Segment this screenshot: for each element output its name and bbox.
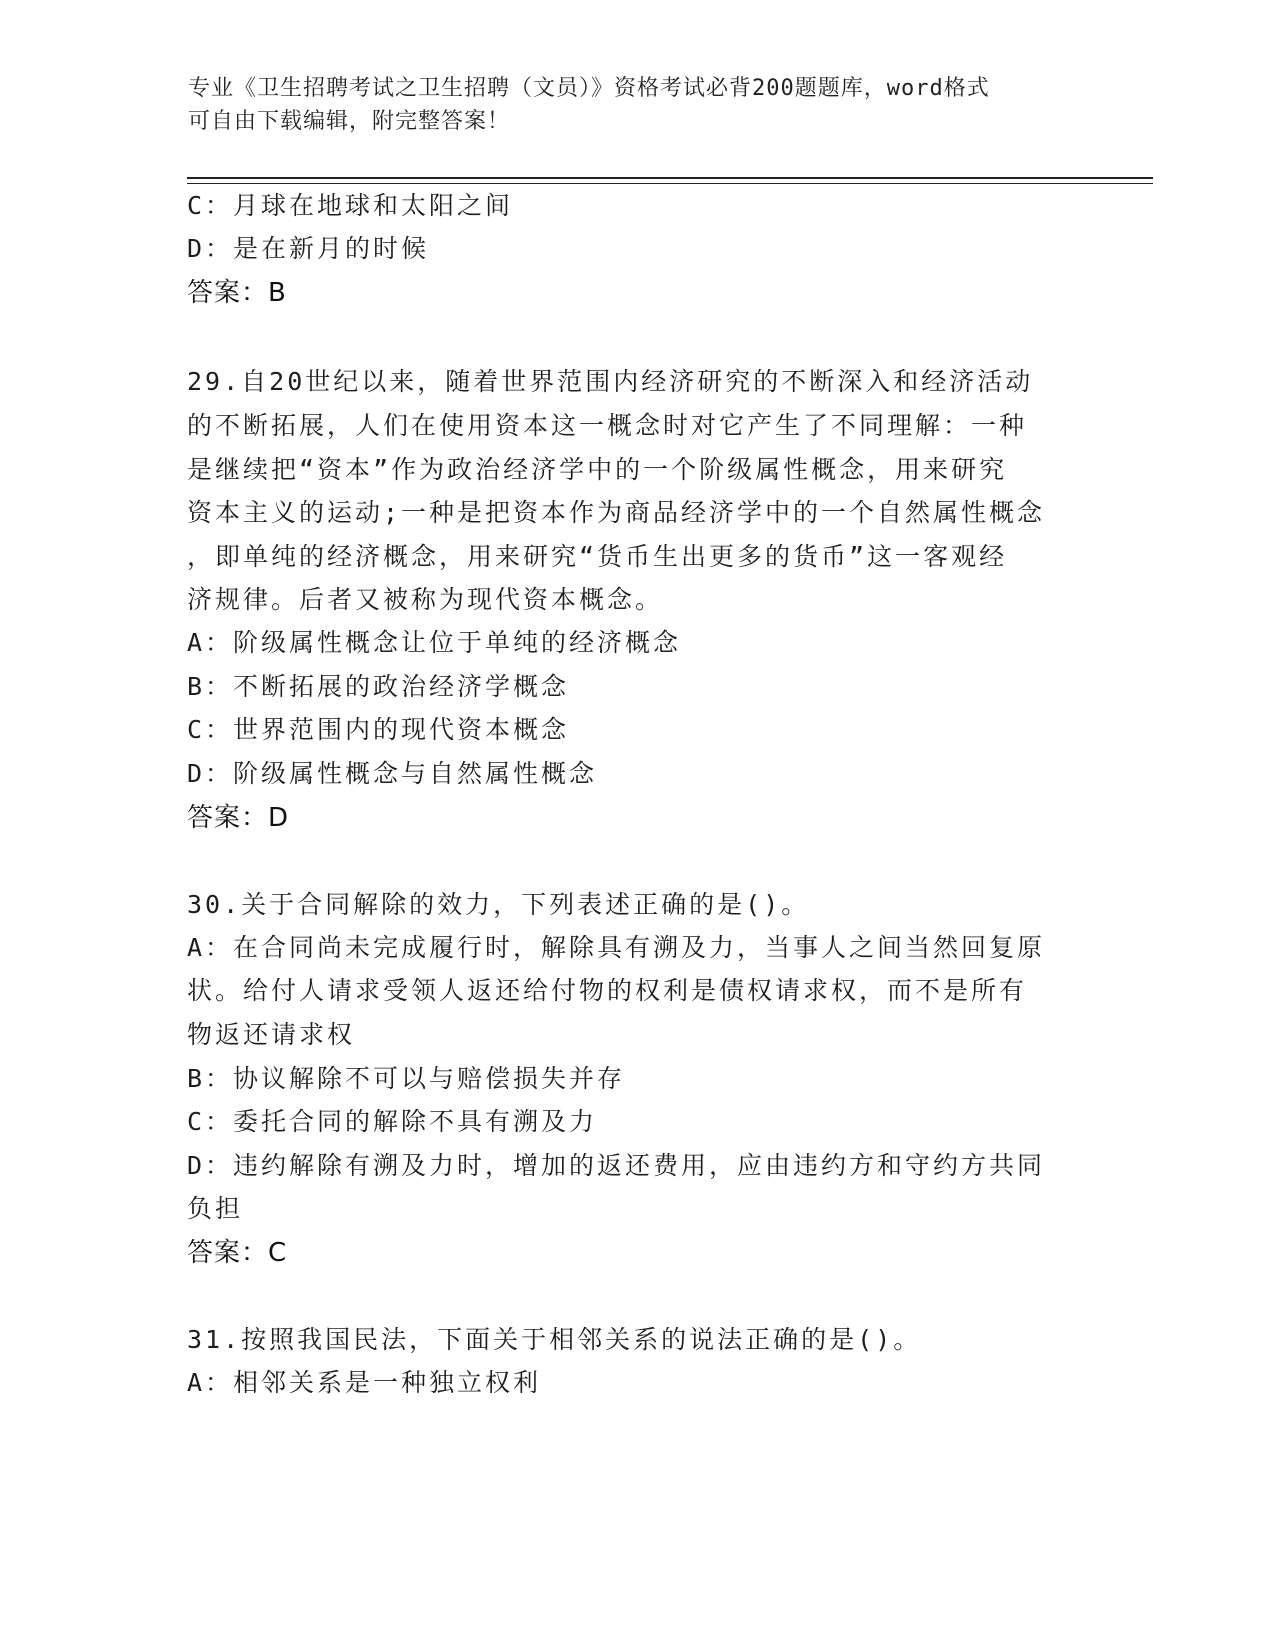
q30-stem: 30.关于合同解除的效力，下列表述正确的是()。: [187, 890, 810, 919]
q29-option-a: A：阶级属性概念让位于单纯的经济概念: [187, 628, 682, 657]
header-divider-thick: [187, 177, 1153, 179]
q29-option-d: D：阶级属性概念与自然属性概念: [187, 759, 598, 788]
q29-option-b: B：不断拓展的政治经济学概念: [187, 672, 570, 701]
q28-answer: 答案：B: [187, 278, 287, 308]
q29-stem-line-5: ，即单纯的经济概念，用来研究“货币生出更多的货币”这一客观经: [187, 542, 1008, 571]
q29-stem-line-4: 资本主义的运动;一种是把资本作为商品经济学中的一个自然属性概念: [187, 498, 1046, 527]
q30-option-c: C：委托合同的解除不具有溯及力: [187, 1107, 598, 1136]
q30-option-d-line-1: D：违约解除有溯及力时，增加的返还费用，应由违约方和守约方共同: [187, 1151, 1046, 1180]
header-divider-thin: [187, 183, 1153, 184]
q29-option-c: C：世界范围内的现代资本概念: [187, 715, 570, 744]
q30-option-a-line-2: 状。给付人请求受领人返还给付物的权利是债权请求权，而不是所有: [187, 976, 1028, 1005]
q29-stem-line-6: 济规律。后者又被称为现代资本概念。: [187, 585, 664, 614]
q29-stem-line-2: 的不断拓展，人们在使用资本这一概念时对它产生了不同理解：一种: [187, 411, 1028, 440]
q30-option-b: B：协议解除不可以与赔偿损失并存: [187, 1064, 626, 1093]
q29-stem-line-1: 29.自20世纪以来，随着世界范围内经济研究的不断深入和经济活动: [187, 367, 1034, 396]
header-line-2: 可自由下载编辑，附完整答案！: [188, 109, 511, 134]
q31-option-a: A：相邻关系是一种独立权利: [187, 1368, 542, 1397]
q30-option-d-line-2: 负担: [187, 1194, 244, 1223]
q30-option-a-line-1: A：在合同尚未完成履行时，解除具有溯及力，当事人之间当然回复原: [187, 933, 1046, 962]
document-header: [188, 72, 1068, 138]
q30-answer: 答案：C: [187, 1238, 288, 1268]
q28-option-d: D：是在新月的时候: [187, 234, 430, 263]
q31-stem: 31.按照我国民法，下面关于相邻关系的说法正确的是()。: [187, 1325, 922, 1354]
q29-answer: 答案：D: [187, 803, 290, 833]
q30-option-a-line-3: 物返还请求权: [187, 1020, 356, 1049]
q28-option-c: C：月球在地球和太阳之间: [187, 191, 514, 220]
q29-stem-line-3: 是继续把“资本”作为政治经济学中的一个阶级属性概念，用来研究: [187, 455, 1008, 484]
header-line-1: 专业《卫生招聘考试之卫生招聘（文员）》资格考试必背200题题库，word格式: [188, 76, 990, 101]
